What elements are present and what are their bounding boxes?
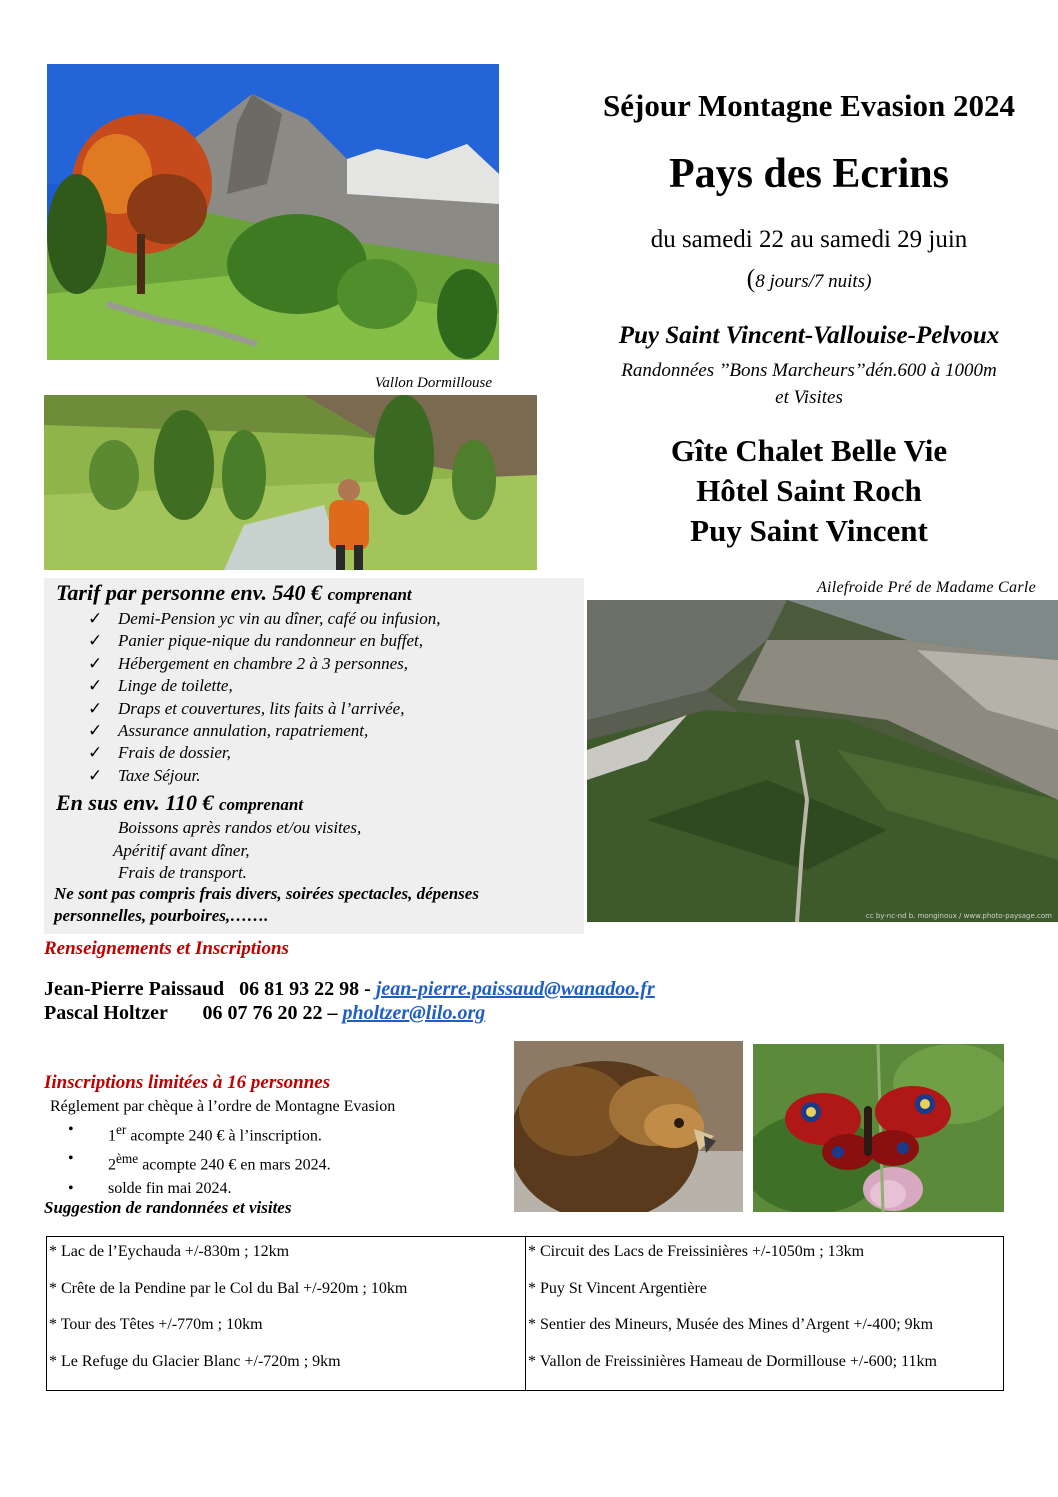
table-cell: * Circuit des Lacs de Freissinières +/-1050m ; 13km: [528, 1243, 865, 1260]
suggestions-left-column: [47, 1237, 525, 1390]
check-icon: ✓: [88, 609, 103, 628]
suggestions-right-column: [525, 1237, 1003, 1390]
check-icon: ✓: [88, 676, 103, 696]
contact-name: Pascal Holtzer: [44, 1002, 203, 1024]
butterfly-photo: [753, 1044, 1004, 1212]
lodging-item: Puy Saint Vincent: [690, 513, 928, 548]
extras-list: [56, 817, 361, 885]
suggestions-title: Suggestion de randonnées et visites: [44, 1198, 292, 1217]
region-title: Pays des Ecrins: [668, 151, 949, 197]
eagle-photo: [514, 1041, 743, 1212]
hikes-description: Randonnées ’’Bons Marcheurs’’dén.600 à 1000m et Visites: [621, 360, 997, 408]
payment-info: Réglement par chèque à l’ordre de Montagne Evasion: [50, 1098, 396, 1115]
email-link[interactable]: pholtzer@lilo.org: [342, 1002, 486, 1024]
bullet-icon: •: [68, 1179, 74, 1197]
table-cell: * Puy St Vincent Argentière: [528, 1279, 707, 1297]
check-icon: ✓: [88, 698, 103, 718]
trip-dates: du samedi 22 au samedi 29 juin: [650, 226, 968, 253]
check-icon: ✓: [88, 743, 103, 763]
list-item: • solde fin mai 2024.: [68, 1177, 331, 1200]
photo-caption-dormillouse: Vallon Dormillouse: [374, 375, 492, 391]
table-cell: * Crête de la Pendine par le Col du Bal +/-920m ; 10km: [49, 1279, 408, 1297]
contact-name: Jean-Pierre Paissaud: [44, 978, 240, 1000]
contact-phone: 06 07 76 20 22 –: [202, 1002, 343, 1024]
table-cell: * Vallon de Freissinières Hameau de Dormillouse +/-600; 11km: [528, 1352, 937, 1370]
list-item: • 1er acompte 240 € à l’inscription.: [68, 1118, 331, 1147]
list-item: ✓ Hébergement en chambre 2 à 3 personnes,: [88, 653, 440, 675]
contact-row: [44, 978, 655, 1001]
check-icon: ✓: [88, 765, 103, 785]
suggestions-table: [46, 1236, 1004, 1391]
list-item: ✓ Demi-Pension yc vin au dîner, café ou infusion,: [88, 608, 440, 630]
list-item: Apéritif avant dîner,: [113, 840, 250, 860]
table-cell: * Sentier des Mineurs, Musée des Mines d’Argent +/-400; 9km: [528, 1316, 934, 1333]
check-icon: ✓: [88, 631, 103, 651]
contact-row: [44, 1002, 485, 1025]
trip-title: Séjour Montagne Evasion 2024: [603, 88, 1015, 123]
list-item: ✓ Taxe Séjour.: [88, 765, 440, 787]
table-cell: * Le Refuge du Glacier Blanc +/-720m ; 9km: [49, 1352, 341, 1370]
lodging-item: Hôtel Saint Roch: [696, 473, 922, 508]
list-item: • 2ème acompte 240 € en mars 2024.: [68, 1147, 331, 1176]
list-item: Boissons après randos et/ou visites,: [118, 818, 362, 837]
valley-photo: [587, 600, 1058, 922]
bullet-icon: •: [68, 1121, 74, 1138]
table-cell: * Tour des Têtes +/-770m ; 10km: [49, 1316, 263, 1333]
bullet-icon: •: [68, 1150, 74, 1168]
list-item: ✓ Assurance annulation, rapatriement,: [88, 720, 440, 742]
email-link[interactable]: jean-pierre.paissaud@wanadoo.fr: [375, 978, 655, 1000]
installments-list: [68, 1118, 331, 1200]
trip-location: Puy Saint Vincent-Vallouise-Pelvoux: [618, 322, 1000, 349]
list-item: ✓ Linge de toilette,: [88, 675, 440, 697]
excluded-note: Ne sont pas compris frais divers, soirées spectacles, dépenses personnelles, pourboires,…….: [54, 884, 479, 925]
list-item: ✓ Panier pique-nique du randonneur en buffet,: [88, 630, 440, 652]
photo-watermark: cc by-nc-nd b. monginoux / www.photo-paysage.com: [865, 912, 1052, 920]
price-title: Tarif par personne env. 540 € comprenant: [56, 580, 412, 605]
lodging-list: [560, 431, 1058, 551]
list-item: Frais de transport.: [118, 863, 247, 882]
hiker-photo: [44, 395, 537, 570]
contact-phone: 06 81 93 22 98 -: [239, 978, 376, 1000]
extras-title: En sus env. 110 € comprenant: [56, 790, 304, 815]
lodging-item: Gîte Chalet Belle Vie: [670, 433, 948, 468]
list-item: ✓ Draps et couvertures, lits faits à l’arrivée,: [88, 698, 440, 720]
check-icon: ✓: [88, 721, 103, 741]
included-list: [88, 608, 440, 787]
trip-duration: (8 jours/7 nuits): [746, 264, 872, 293]
registration-title: Iinscriptions limitées à 16 personnes: [44, 1072, 331, 1093]
table-cell: * Lac de l’Eychauda +/-830m ; 12km: [49, 1243, 290, 1260]
mountain-photo: [47, 64, 499, 360]
list-item: ✓ Frais de dossier,: [88, 742, 440, 764]
check-icon: ✓: [88, 653, 103, 673]
contacts-title: Renseignements et Inscriptions: [44, 938, 289, 959]
photo-caption-ailefroide: Ailefroide Pré de Madame Carle: [816, 579, 1036, 596]
